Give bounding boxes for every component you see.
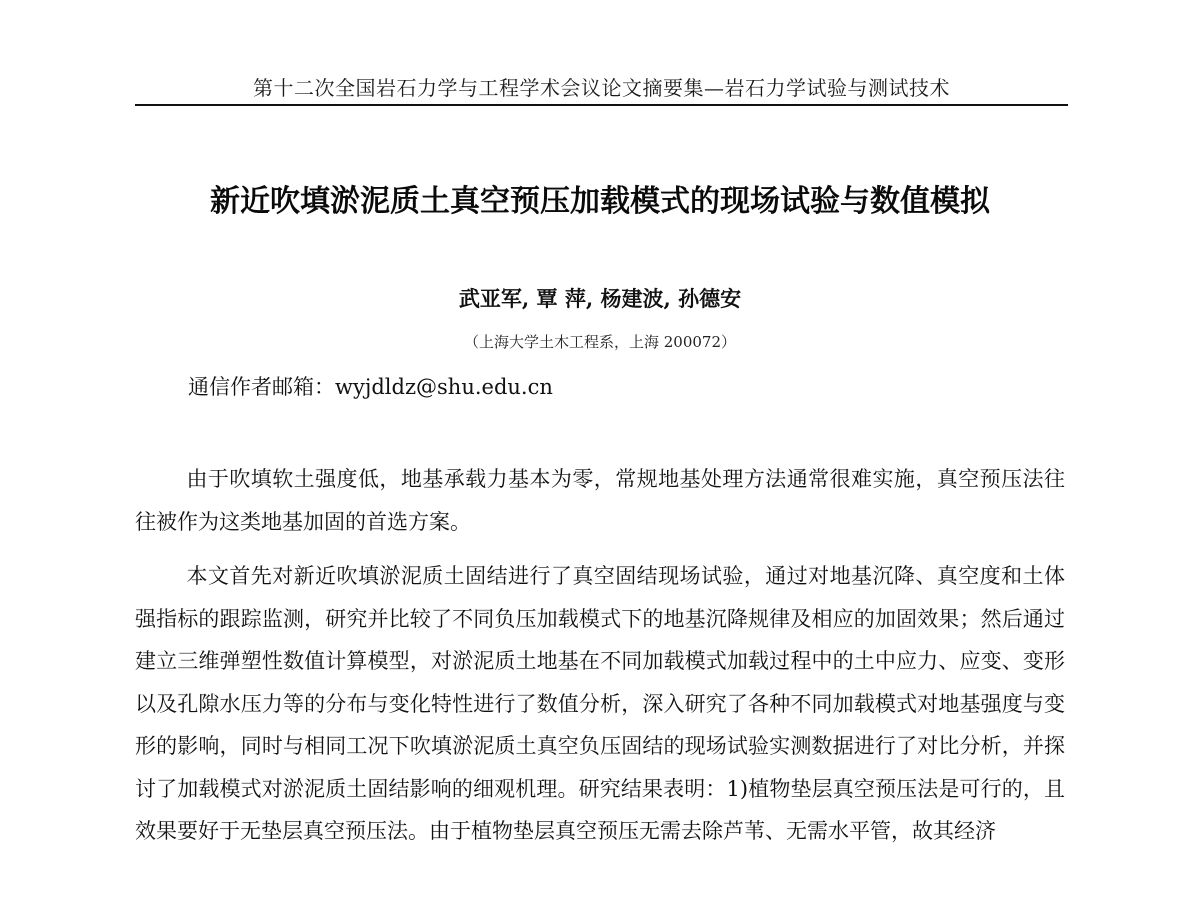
email-address: wyjdldz@shu.edu.cn — [335, 375, 553, 399]
header-rule — [135, 104, 1068, 106]
running-header: 第十二次全国岩石力学与工程学术会议论文摘要集—岩石力学试验与测试技术 — [253, 76, 950, 100]
author-list: 武亚军, 覃 萍, 杨建波, 孙德安 — [458, 286, 742, 311]
affiliation: （上海大学土木工程系，上海 200072） — [463, 333, 737, 351]
abstract-paragraph: 由于吹填软土强度低，地基承载力基本为零，常规地基处理方法通常很难实施，真空预压法往往被作为这类地基加固的首选方案。 — [135, 467, 1065, 534]
abstract-paragraph: 本文首先对新近吹填淤泥质土固结进行了真空固结现场试验，通过对地基沉降、真空度和土体强指标的跟踪监测，研究并比较了不同负压加载模式下的地基沉降规律及相应的加固效果；然后通过建立三维弹塑性数值计算模型，对淤泥质土地基在不同加载模式加载过程中的土中应力、应变、变形以及孔隙水压力等的分布与变化特性进行了数值分析，深入研究了各种不同加载模式对地基强度与变形的影响，同时与相同工况下吹填淤泥质土真空负压固结的现场试验实测数据进行了对比分析，并探讨了加载模式对淤泥质土固结影响的细观机理。研究结果表明：1)植物垫层真空预压法是可行的，且效果要好于无垫层真空预压法。由于植物垫层真空预压无需去除芦苇、无需水平管，故其经济 — [135, 564, 1065, 843]
paper-title: 新近吹填淤泥质土真空预压加载模式的现场试验与数值模拟 — [210, 184, 990, 219]
email-label: 通信作者邮箱： — [188, 375, 335, 399]
abstract-body — [135, 458, 1065, 865]
corresponding-email — [188, 372, 553, 402]
